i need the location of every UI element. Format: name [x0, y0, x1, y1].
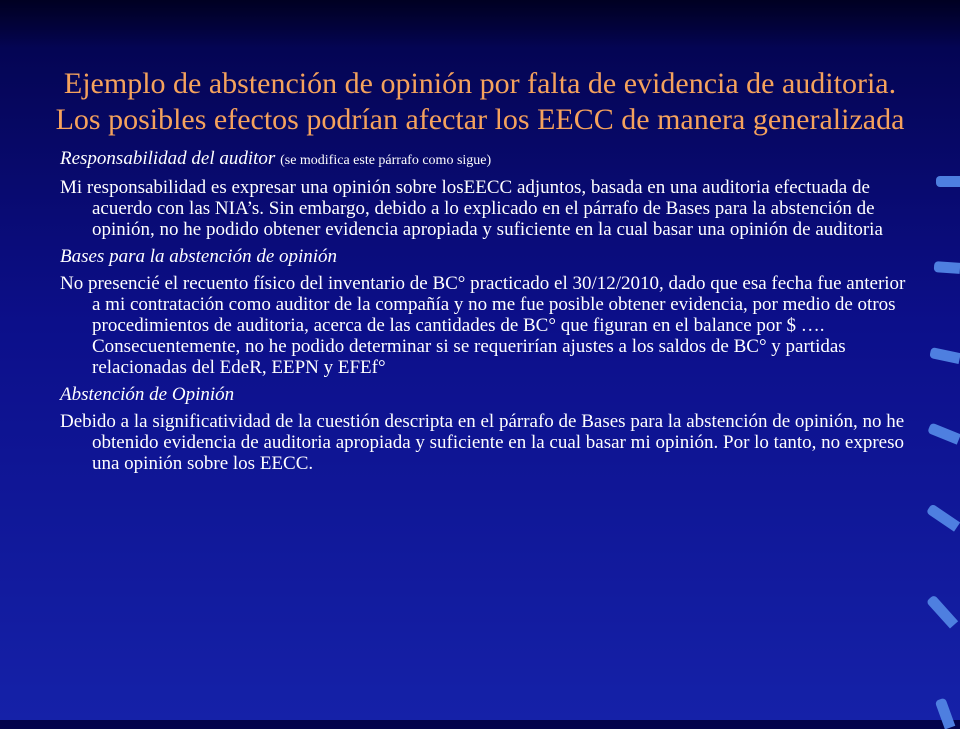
- decor-stripe: [935, 698, 956, 729]
- decor-stripe: [936, 176, 960, 187]
- section-heading-responsabilidad: [60, 148, 910, 171]
- heading-note: (se modifica este párrafo como sigue): [280, 153, 492, 168]
- decor-stripe: [926, 503, 960, 531]
- paragraph-abstencion: Debido a la significatividad de la cuestión descripta en el párrafo de Bases para la abstención de opinión, no he obtenido evidencia de auditoria apropiada y suficiente en la cual basar mi opinión. Por lo tanto, no expreso una opinión sobre los EECC.: [60, 411, 905, 474]
- section-heading-abstencion: Abstención de Opinión: [60, 384, 235, 405]
- heading-text: Responsabilidad del auditor: [60, 148, 276, 169]
- decor-stripe: [929, 347, 960, 364]
- decor-stripe: [934, 261, 960, 274]
- paragraph-bases: No presencié el recuento físico del inventario de BC° practicado el 30/12/2010, dado que esa fecha fue anterior a mi contratación como auditor de la compañía y no me fue posible obtener evidencia, por medio de otros procedimientos de auditoria, acerca de las cantidades de BC° que figuran en el balance por $ …. Consecuentemente, no he podido determinar si se requerirían ajustes a los saldos de BC° y partidas relacionadas del EdeR, EEPN y EFEf°: [60, 273, 906, 378]
- paragraph-responsabilidad: Mi responsabilidad es expresar una opinión sobre losEECC adjuntos, basada en una auditoria efectuada de acuerdo con las NIA’s. Sin embargo, debido a lo explicado en el párrafo de Bases para la abstención de opinión, no he podido obtener evidencia apropiada y suficiente en la cual basar una opinión de auditoria: [60, 177, 883, 240]
- decor-stripe: [926, 594, 958, 628]
- section-heading-bases: Bases para la abstención de opinión: [60, 246, 338, 267]
- slide-body: [60, 148, 910, 480]
- decor-stripe: [927, 422, 960, 444]
- top-shadow: [0, 0, 960, 48]
- slide-title: Ejemplo de abstención de opinión por falta de evidencia de auditoria. Los posibles efectos podrían afectar los EECC de manera generalizada: [55, 67, 905, 136]
